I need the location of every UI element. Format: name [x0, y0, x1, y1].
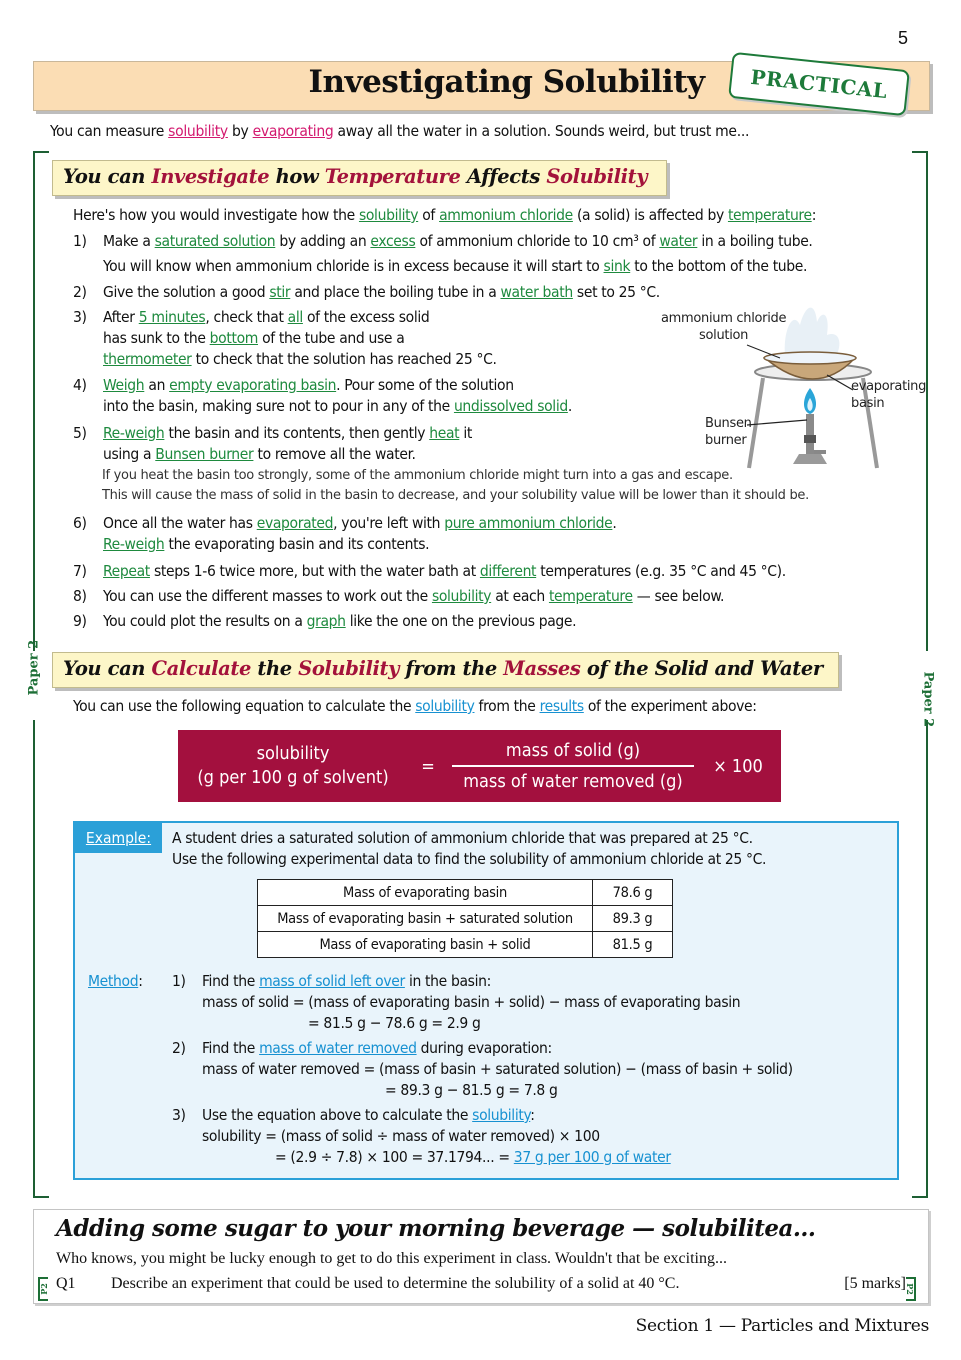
text: You can use the following equation to calculate the — [73, 697, 416, 715]
example-tag: Example: — [75, 823, 162, 853]
mass-data-table — [257, 879, 673, 958]
p2-label: P2 — [905, 1283, 915, 1295]
table-row — [258, 880, 673, 906]
text: an — [144, 376, 170, 394]
text: to check that the solution has reached 25 °C. — [191, 350, 497, 368]
step-line — [103, 328, 497, 349]
table-row — [258, 906, 673, 932]
text: Find the — [202, 1039, 260, 1057]
step-line — [103, 396, 572, 417]
label-line: evaporating — [851, 379, 927, 394]
formula-lhs-line: (g per 100 g of solvent) — [197, 767, 389, 788]
keyword: evaporated — [256, 514, 334, 532]
text: : — [530, 1106, 535, 1124]
keyword: solubility — [431, 587, 492, 605]
step-1 — [73, 231, 813, 277]
method-step-1 — [172, 971, 740, 1034]
step-line — [202, 971, 740, 992]
keyword: solubility — [472, 1106, 531, 1124]
text: of ammonium chloride to 10 cm³ of — [415, 232, 660, 250]
step-line — [103, 561, 786, 582]
method-label — [88, 971, 143, 992]
text: : — [811, 206, 817, 224]
step-6 — [73, 513, 616, 555]
equation-result: = 81.5 g − 78.6 g = 2.9 g — [308, 1014, 481, 1032]
step-number: 1) — [73, 232, 87, 250]
text: by adding an — [275, 232, 371, 250]
step-number: 8) — [73, 587, 87, 605]
text: — see below. — [632, 587, 725, 605]
page-title: Investigating Solubility — [308, 64, 705, 100]
section2-lead — [73, 696, 757, 717]
table-cell-label: Mass of evaporating basin + solid — [258, 932, 593, 958]
step-line — [103, 534, 616, 555]
text: set to 25 °C. — [572, 283, 660, 301]
text: of the excess solid — [302, 308, 430, 326]
step-line — [103, 444, 472, 465]
step-body — [103, 231, 813, 277]
keyword: mass of water removed — [259, 1039, 417, 1057]
step-7 — [73, 561, 786, 582]
step-number: 2) — [73, 283, 87, 301]
method-step-3 — [172, 1105, 671, 1168]
step-number: 7) — [73, 562, 87, 580]
formula-equals: = — [421, 755, 435, 777]
step-9 — [73, 611, 576, 632]
table-row — [258, 932, 673, 958]
practical-stamp: PRACTICAL — [728, 52, 910, 116]
text: Make a — [103, 232, 155, 250]
step-5 — [73, 423, 472, 465]
question-number: Q1 — [56, 1275, 76, 1292]
step-number: 2) — [172, 1039, 186, 1057]
text: (a solid) is affected by — [572, 206, 728, 224]
example-line: Use the following experimental data to find the solubility of ammonium chloride at 25 °C. — [172, 850, 767, 868]
text: the evaporating basin and its contents. — [164, 535, 430, 553]
label-line: Bunsen — [705, 416, 752, 431]
formula-lhs-line: solubility — [256, 743, 330, 764]
keyword: Bunsen burner — [155, 445, 254, 463]
equation-result: = 89.3 g − 81.5 g = 7.8 g — [385, 1081, 558, 1099]
heading-accent: Masses — [503, 657, 581, 680]
example-line: A student dries a saturated solution of ammonium chloride that was prepared at 25 °C. — [172, 829, 753, 847]
question-q1 — [56, 1275, 906, 1293]
example-intro — [172, 828, 766, 870]
summary-subtitle: Who knows, you might be lucky enough to get to do this experiment in class. Wouldn't that be exciting... — [56, 1250, 727, 1267]
text: and place the boiling tube in a — [290, 283, 501, 301]
keyword: thermometer — [103, 350, 192, 368]
final-answer: 37 g per 100 g of water — [513, 1148, 671, 1166]
text: You can use the different masses to work out the — [103, 587, 432, 605]
text: = (2.9 ÷ 7.8) × 100 = 37.1794... = — [275, 1148, 514, 1166]
step-number: 4) — [73, 376, 87, 394]
keyword: Re-weigh — [103, 535, 165, 553]
step-body — [202, 1105, 671, 1168]
section1-lead — [73, 205, 816, 226]
side-label-right: Paper 2 — [920, 671, 936, 728]
step-line — [202, 1105, 671, 1126]
text: of — [418, 206, 440, 224]
keyword: graph — [306, 612, 346, 630]
text: . — [567, 397, 572, 415]
table-cell-value: 81.5 g — [593, 932, 673, 958]
equation-line: solubility = (mass of solid ÷ mass of water removed) × 100 — [202, 1127, 600, 1145]
summary-title: Adding some sugar to your morning beverage — solubilitea... — [56, 1215, 816, 1242]
keyword-evaporating: evaporating — [252, 122, 334, 140]
step-number: 3) — [73, 308, 87, 326]
keyword: water — [659, 232, 698, 250]
step-line — [103, 231, 813, 252]
heading-accent: Temperature — [324, 165, 461, 188]
text: steps 1-6 twice more, but with the water bath at — [149, 562, 480, 580]
keyword: different — [479, 562, 537, 580]
method-colon: : — [138, 972, 143, 990]
keyword: empty evaporating basin — [169, 376, 337, 394]
keyword: heat — [429, 424, 460, 442]
text: has sunk to the — [103, 329, 210, 347]
question-marks: [5 marks] — [844, 1275, 906, 1292]
keyword: ammonium chloride — [439, 206, 573, 224]
keyword: Weigh — [103, 376, 145, 394]
section-heading-investigate — [52, 160, 667, 196]
text: from the — [474, 697, 540, 715]
keyword: solubility — [358, 206, 419, 224]
text: After — [103, 308, 139, 326]
bracket-bottom-right — [912, 720, 928, 1198]
keyword: temperature — [727, 206, 812, 224]
step-body — [202, 1038, 793, 1101]
intro-mid: by — [227, 122, 253, 140]
step-8 — [73, 586, 724, 607]
formula-numerator: mass of solid (g) — [452, 740, 694, 767]
keyword: temperature — [548, 587, 633, 605]
text: using a — [103, 445, 156, 463]
keyword: pure ammonium chloride — [444, 514, 613, 532]
text: , you're left with — [333, 514, 445, 532]
method-step-2 — [172, 1038, 793, 1101]
step-line — [103, 423, 472, 444]
text: at each — [491, 587, 549, 605]
step-body — [202, 971, 740, 1034]
step-line — [103, 375, 572, 396]
step-number: 6) — [73, 514, 87, 532]
step-body — [103, 513, 616, 555]
heading-accent: Investigate — [151, 165, 270, 188]
apparatus-diagram — [655, 300, 925, 470]
step-line — [103, 611, 576, 632]
bracket-bottom-left — [33, 720, 49, 1198]
step-line — [103, 307, 497, 328]
heating-note — [102, 466, 809, 506]
formula-lhs — [178, 742, 408, 790]
section-heading-calculate — [52, 652, 839, 688]
text: to remove all the water. — [253, 445, 416, 463]
text: . Pour some of the solution — [336, 376, 514, 394]
step-line — [103, 513, 616, 534]
equation-line: mass of water removed = (mass of basin + saturated solution) − (mass of basin + solid) — [202, 1060, 793, 1078]
equation-line: mass of solid = (mass of evaporating basin + solid) − mass of evaporating basin — [202, 993, 741, 1011]
keyword: water bath — [500, 283, 573, 301]
keyword: Repeat — [103, 562, 150, 580]
step-body — [103, 375, 572, 417]
keyword: excess — [370, 232, 416, 250]
text: You could plot the results on a — [103, 612, 307, 630]
keyword: 5 minutes — [138, 308, 206, 326]
intro-post: away all the water in a solution. Sounds weird, but trust me... — [333, 122, 750, 140]
step-body — [103, 423, 472, 465]
table-cell-value: 89.3 g — [593, 906, 673, 932]
label-line: ammonium chloride — [661, 311, 787, 326]
step-number: 9) — [73, 612, 87, 630]
step-body — [103, 307, 497, 370]
formula-multiplier: × 100 — [713, 755, 763, 777]
question-text: Describe an experiment that could be used to determine the solubility of a solid at 40 °C. — [111, 1275, 680, 1292]
text: Once all the water has — [103, 514, 257, 532]
step-2 — [73, 282, 660, 303]
equation-result — [202, 1147, 671, 1168]
step-line — [103, 586, 724, 607]
step-4 — [73, 375, 572, 417]
step-3 — [73, 307, 497, 370]
p2-label: P2 — [39, 1283, 49, 1295]
method-word: Method — [88, 972, 139, 990]
text: to the bottom of the tube. — [630, 257, 808, 275]
section-footer: Section 1 — Particles and Mixtures — [635, 1316, 929, 1336]
text: Use the equation above to calculate the — [202, 1106, 473, 1124]
step-number: 3) — [172, 1106, 186, 1124]
intro-pre: You can measure — [50, 122, 169, 140]
bracket-top-left — [33, 151, 49, 651]
label-evaporating-basin — [851, 378, 926, 412]
table-cell-value: 78.6 g — [593, 880, 673, 906]
page-number: 5 — [898, 28, 909, 48]
heading-part: the — [250, 657, 299, 680]
side-label-left: Paper 2 — [26, 639, 42, 696]
formula-denominator: mass of water removed (g) — [463, 771, 683, 792]
text: into the basin, making sure not to pour in any of the — [103, 397, 454, 415]
text: in the basin: — [404, 972, 491, 990]
step-line — [103, 256, 813, 277]
text: Give the solution a good — [103, 283, 270, 301]
text: it — [459, 424, 472, 442]
label-line: burner — [705, 433, 747, 448]
formula-fraction — [448, 740, 698, 792]
text: Here's how you would investigate how the — [73, 206, 359, 224]
table-cell-label: Mass of evaporating basin — [258, 880, 593, 906]
text: in a boiling tube. — [697, 232, 813, 250]
step-line — [103, 349, 497, 370]
text: Find the — [202, 972, 260, 990]
note-line: This will cause the mass of solid in the basin to decrease, and your solubility value will be lower than it should be. — [102, 488, 809, 503]
text: . — [612, 514, 617, 532]
solubility-formula — [178, 730, 781, 802]
note-line: If you heat the basin too strongly, some of the ammonium chloride might turn into a gas and escape. — [102, 468, 733, 483]
step-line — [202, 1038, 793, 1059]
text: of the tube and use a — [258, 329, 405, 347]
text: of the experiment above: — [583, 697, 757, 715]
heading-accent: Calculate — [151, 657, 251, 680]
heading-accent: Solubility — [298, 657, 400, 680]
heading-part: of the Solid and Water — [580, 657, 823, 680]
text: during evaporation: — [416, 1039, 552, 1057]
step-line — [103, 282, 660, 303]
keyword: stir — [269, 283, 291, 301]
heading-part: You can — [63, 657, 152, 680]
label-bunsen-burner — [705, 415, 752, 449]
keyword: results — [539, 697, 584, 715]
keyword: solubility — [415, 697, 475, 715]
label-line: basin — [851, 396, 885, 411]
label-ammonium-chloride-solution — [661, 310, 786, 344]
keyword: mass of solid left over — [259, 972, 405, 990]
keyword-solubility: solubility — [168, 122, 228, 140]
text: the basin and its contents, then gently — [164, 424, 430, 442]
heading-part: You can — [63, 165, 152, 188]
step-number: 1) — [172, 972, 186, 990]
table-cell-label: Mass of evaporating basin + saturated solution — [258, 906, 593, 932]
keyword: saturated solution — [154, 232, 276, 250]
heading-accent: Solubility — [546, 165, 648, 188]
p2-marker-left — [38, 1277, 48, 1301]
label-line: solution — [699, 328, 749, 343]
intro-text — [50, 122, 749, 140]
text: You will know when ammonium chloride is in excess because it will start to — [103, 257, 604, 275]
heading-part: Affects — [460, 165, 547, 188]
text: , check that — [205, 308, 288, 326]
heading-part: from the — [399, 657, 504, 680]
keyword: undissolved solid — [453, 397, 568, 415]
keyword: all — [287, 308, 303, 326]
keyword: sink — [603, 257, 631, 275]
keyword: Re-weigh — [103, 424, 165, 442]
text: temperatures (e.g. 35 °C and 45 °C). — [536, 562, 786, 580]
text: like the one on the previous page. — [345, 612, 577, 630]
heading-part: how — [269, 165, 325, 188]
step-number: 5) — [73, 424, 87, 442]
p2-marker-right — [906, 1277, 916, 1301]
keyword: bottom — [209, 329, 258, 347]
